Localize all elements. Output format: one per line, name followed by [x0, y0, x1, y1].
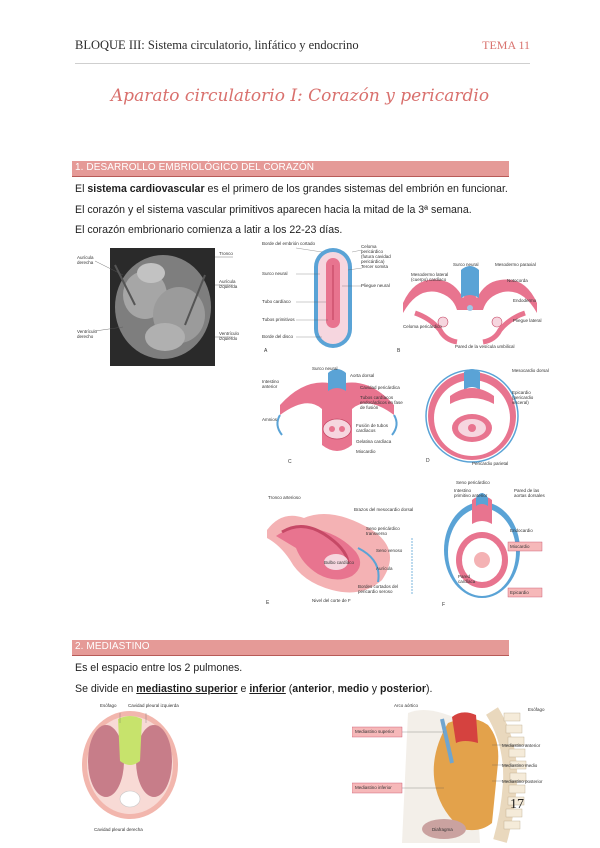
- figure-d-label-meso: Mesocardio dorsal: [512, 368, 549, 373]
- figure-b-label-meso: Mesodermo paraxial: [495, 262, 536, 267]
- figure-a-label-aorta: Tercer somita: [361, 264, 389, 269]
- figure-b-label-notocorda: Notocorda: [507, 278, 528, 283]
- sem-heart-figure: [75, 245, 250, 370]
- section2-paragraph-1: Es el espacio entre los 2 pulmones.: [75, 662, 243, 674]
- figure-c-label-miocardio: Miocardio: [356, 449, 376, 454]
- figure-e-label-tronco: Tronco arterioso: [268, 495, 301, 500]
- figure-f: [434, 478, 550, 610]
- mediastinum-label-diafragma: Diafragma: [432, 827, 453, 832]
- mediastinum-label-cavidad: Cavidad pleural izquierda: [128, 703, 179, 708]
- figure-d-letter: D: [426, 458, 430, 464]
- figure-f-label-intestino: Intestino primitivo anterior: [454, 488, 488, 498]
- figure-c-label-cavidad: Cavidad pericárdica: [360, 385, 400, 390]
- header-rule: [75, 63, 530, 64]
- figure-b-label-surco: Surco neural: [453, 262, 479, 267]
- figure-a-label-celoma: Celoma pericárdico (futura cavidad pericárdica): [361, 244, 391, 264]
- section2-paragraph-2: Se divide en mediastino superior e inferior (anterior, medio y posterior).: [75, 683, 433, 695]
- figure-d-drawing: [420, 366, 540, 471]
- header-left: BLOQUE III: Sistema circulatorio, linfático y endocrino: [75, 38, 359, 52]
- figure-b: [395, 258, 545, 358]
- figure-e-letter: E: [266, 600, 270, 606]
- mediastinum-sagittal-drawing: [352, 703, 552, 843]
- figure-a-label-borde: Borde del disco: [262, 334, 294, 339]
- figure-c-label-intestino: Intestino anterior: [262, 379, 280, 389]
- figure-e-label-bulbo: Bulbo cardíaco: [324, 560, 355, 565]
- section2-heading: 2. MEDIASTINO: [75, 641, 150, 652]
- figure-c-label-aorta: Aorta dorsal: [350, 373, 375, 378]
- page-title: Aparato circulatorio I: Corazón y pericardio: [110, 86, 490, 106]
- figure-b-label-mesot: Mesodermo lateral (cuerpo) cardíaco: [411, 272, 449, 282]
- figure-e-label-seno: Seno pericárdico transverso: [366, 526, 400, 536]
- figure-e: [262, 490, 430, 608]
- figure-c-label-fusion: Fusión de tubos cardíacos: [356, 423, 389, 433]
- figure-c-letter: C: [288, 459, 292, 465]
- mediastinum-label-superior: Mediastino superior: [355, 729, 395, 734]
- figure-f-label-pared: Pared de las aortas dorsales: [514, 488, 545, 498]
- figure-a: [262, 240, 392, 358]
- page-header: [75, 38, 530, 58]
- mediastinum-label-anterior: Mediastino anterior: [502, 743, 541, 748]
- figure-e-label-borde: Bordes cortados del pericardio seroso: [358, 584, 399, 594]
- figure-c-label-neural: Surco neural: [312, 366, 338, 371]
- sem-label-auricula-i: Aurícula izquierda: [219, 279, 238, 289]
- sem-label-tronco: Tronco: [219, 251, 233, 256]
- mediastinum-label-medio: Mediastino medio: [502, 763, 538, 768]
- figure-e-label-seno-venoso: Seno venoso: [376, 548, 403, 553]
- figure-a-label-top: Borde del embrión cortado: [262, 241, 316, 246]
- figure-d: [420, 366, 549, 471]
- figure-b-label-endodermo: Endodermo: [513, 298, 537, 303]
- section1-paragraph-3: El corazón embrionario comienza a latir a los 22-23 días.: [75, 224, 343, 236]
- figure-f-label-seno: Seno pericárdico: [456, 480, 490, 485]
- mediastinum-label-esofago: Esófago: [100, 703, 117, 708]
- figure-f-label-pared-card: Pared cardíaca: [458, 574, 476, 584]
- figure-b-letter: B: [397, 348, 401, 354]
- mediastinum-label-inferior: Mediastino inferior: [355, 785, 392, 790]
- sem-label-ventriculo-i: Ventrículo izquierdo: [219, 331, 240, 341]
- section1-rule: [72, 176, 509, 177]
- mediastinum-label-esofago2: Esófago: [528, 707, 545, 712]
- section1-heading: 1. DESARROLLO EMBRIOLÓGICO DEL CORAZÓN: [75, 162, 315, 173]
- figure-e-label-auricula: Aurícula: [376, 566, 393, 571]
- section2-rule: [72, 655, 509, 656]
- figure-a-label-tubo: Tubo cardíaco: [262, 299, 291, 304]
- mediastinum-cross-section-drawing: [80, 703, 180, 835]
- figure-d-label-epicardio: Epicardio (pericardio visceral): [512, 390, 534, 405]
- figure-b-label-celoma: Celoma pericárdico: [403, 324, 442, 329]
- figure-c-label-gelatina: Gelatina cardíaca: [356, 439, 392, 444]
- figure-f-label-epicardio: Epicardio: [510, 590, 529, 595]
- header-right: TEMA 11: [482, 38, 530, 52]
- mediastinum-label-posterior: Mediastino posterior: [502, 779, 543, 784]
- figure-f-label-miocardio: Miocardio: [510, 544, 530, 549]
- mediastinum-label-arco: Arco aórtico: [394, 703, 419, 708]
- figure-f-letter: F: [442, 602, 446, 608]
- figure-c: [262, 365, 412, 470]
- sem-label-auricula-d: Aurícula derecha: [77, 255, 94, 265]
- mediastinum-sagittal: [352, 703, 552, 843]
- figure-e-label-brazos: Brazos del mesocardio dorsal: [354, 507, 414, 512]
- section1-paragraph-1: El sistema cardiovascular es el primero de los grandes sistemas del embrión en funcionar.: [75, 183, 508, 195]
- figure-b-label-pliegue: Pliegue lateral: [513, 318, 542, 323]
- figure-e-label-nivel: Nivel del corte de F: [312, 598, 351, 603]
- figure-c-label-amnios: Amnios: [262, 417, 278, 422]
- figure-d-label-parietal: Pericardio parietal: [472, 461, 509, 466]
- sem-label-ventriculo-d: Ventrículo derecho: [77, 329, 98, 339]
- figure-a-label-tubo-prim: Tubos primitivos: [262, 317, 295, 322]
- figure-f-label-endocardio: Endocardio: [510, 528, 533, 533]
- figure-a-label-neural: Surco neural: [262, 271, 288, 276]
- page-number: 17: [510, 797, 524, 812]
- mediastinum-cross-section: [80, 703, 180, 835]
- figure-a-letter: A: [264, 348, 268, 354]
- figure-b-label-pared: Pared de la vesícula umbilical: [455, 344, 515, 349]
- mediastinum-label-bottom: Cavidad pleural derecha: [94, 827, 143, 832]
- figure-c-label-tubos: Tubos cardíacos endocárdicos en fase de fusión: [360, 395, 403, 410]
- section1-paragraph-2: El corazón y el sistema vascular primitivos aparecen hacia la mitad de la 3ª semana.: [75, 204, 472, 216]
- figure-a-label-pliegue: Pliegue neural: [361, 283, 390, 288]
